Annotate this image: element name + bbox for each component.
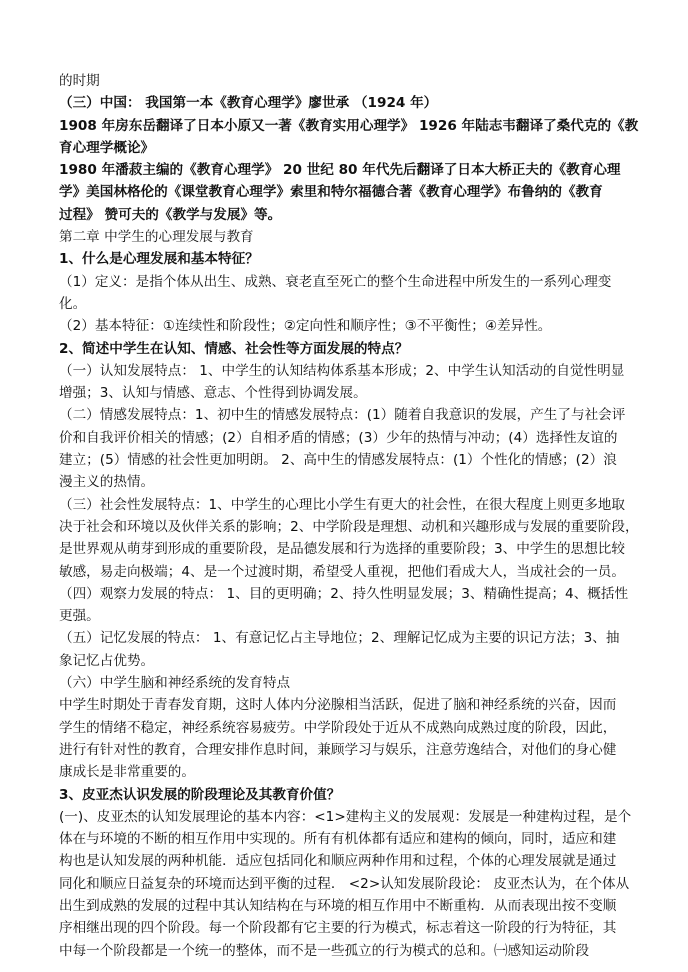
text-line: 出生到成熟的发展的过程中其认知结构在与环境的相互作用中不断重构．从而表现出按不变顺 bbox=[59, 897, 617, 914]
text-line: 建立；(5）情感的社会性更加明朗。 2、高中生的情感发展特点：(1）个性化的情感；(2）浪 bbox=[59, 452, 617, 469]
text-line: 学生的情绪不稳定，神经系统容易疲劳。中学阶段处于近从不成熟向成熟过度的阶段，因此， bbox=[59, 719, 617, 736]
text-line: 决于社会和环境以及伙伴关系的影响；2、中学阶段是理想、动机和兴趣形成与发展的重要阶段， bbox=[59, 518, 639, 535]
text-line: 育心理学概论》 bbox=[59, 139, 155, 156]
text-line: 的时期 bbox=[59, 73, 100, 89]
text-line: （三）社会性发展特点：1、中学生的心理比小学生有更大的社会性，在很大程度上则更多地取 bbox=[59, 496, 625, 513]
text-line: 价和自我评价相关的情感；(2）自相矛盾的情感；(3）少年的热情与冲动；(4）选择性友谊的 bbox=[59, 429, 618, 446]
question-heading: 3、皮亚杰认识发展的阶段理论及其教育价值？ bbox=[59, 786, 341, 803]
text-line: 同化和顺应日益复杂的环境而达到平衡的过程． <2>认知发展阶段论： 皮亚杰认为，在个体从 bbox=[59, 875, 630, 892]
text-line: 是世界观从萌芽到形成的重要阶段，是品德发展和行为选择的重要阶段；3、中学生的思想比较 bbox=[59, 541, 625, 558]
text-line: 进行有针对性的教育，合理安排作息时间，兼顾学习与娱乐，注意劳逸结合，对他们的身心健 bbox=[59, 741, 617, 758]
text-line: （三）中国： 我国第一本《教育心理学》廖世承 （1924 年） bbox=[59, 95, 438, 112]
text-line: 中每一个阶段都是一个统一的整体，而不是一些孤立的行为模式的总和。㈠感知运动阶段 bbox=[59, 942, 590, 959]
text-line: （2）基本特征：①连续性和阶段性；②定向性和顺序性；③不平衡性；④差异性。 bbox=[59, 318, 552, 335]
question-heading: 1、什么是心理发展和基本特征？ bbox=[59, 251, 259, 268]
text-line: 1908 年房东岳翻译了日本小原又一著《教育实用心理学》 1926 年陆志韦翻译了桑代克的《教 bbox=[59, 117, 639, 134]
text-line: 学》美国林格伦的《课堂教育心理学》索里和特尔福德合著《教育心理学》布鲁纳的《教育 bbox=[59, 184, 603, 201]
question-heading: 2、简述中学生在认知、情感、社会性等方面发展的特点？ bbox=[59, 340, 409, 357]
document-page bbox=[59, 70, 639, 962]
text-line: 体在与环境的不断的相互作用中实现的。所有有机体都有适应和建构的倾向，同时，适应和建 bbox=[59, 831, 617, 848]
text-line: （五）记忆发展的特点： 1、有意记忆占主导地位；2、理解记忆成为主要的识记方法；3、抽 bbox=[59, 630, 620, 647]
chapter-heading: 第二章 中学生的心理发展与教育 bbox=[59, 229, 254, 246]
text-line: （二）情感发展特点：1、初中生的情感发展特点：(1）随着自我意识的发展，产生了与社会评 bbox=[59, 407, 626, 424]
text-line: 更强。 bbox=[59, 608, 100, 625]
text-line: 漫主义的热情。 bbox=[59, 474, 155, 491]
text-line: 敏感，易走向极端；4、是一个过渡时期，希望受人重视，把他们看成大人，当成社会的一员。 bbox=[59, 563, 625, 580]
text-line: 增强；3、认知与情感、意志、个性得到协调发展。 bbox=[59, 385, 367, 402]
text-line: 象记忆占优势。 bbox=[59, 652, 155, 669]
text-line: 1980 年潘菽主编的《教育心理学》 20 世纪 80 年代先后翻译了日本大桥正夫的《教育心理 bbox=[59, 162, 621, 179]
text-line: （一）认知发展特点： 1、中学生的认知结构体系基本形成；2、中学生认知活动的自觉性明显 bbox=[59, 362, 625, 379]
text-line: 化。 bbox=[59, 295, 87, 312]
text-line: 康成长是非常重要的。 bbox=[59, 764, 195, 781]
text-line: （1）定义：是指个体从出生、成熟、衰老直至死亡的整个生命进程中所发生的一系列心理变 bbox=[59, 273, 612, 290]
text-line: 中学生时期处于青春发育期，这时人体内分泌腺相当活跃，促进了脑和神经系统的兴奋，因而 bbox=[59, 697, 617, 714]
text-line: （四）观察力发展的特点： 1、目的更明确；2、持久性明显发展；3、精确性提高；4、概括性 bbox=[59, 585, 629, 602]
text-line: 构也是认知发展的两种机能．适应包括同化和顺应两种作用和过程，个体的心理发展就是通过 bbox=[59, 853, 617, 870]
text-line: 过程》 赞可夫的《教学与发展》等。 bbox=[59, 206, 282, 223]
text-line: (一)、皮亚杰的认知发展理论的基本内容：<1>建构主义的发展观：发展是一种建构过程，是个 bbox=[59, 808, 632, 825]
text-line: 序相继出现的四个阶段。每一个阶段都有它主要的行为模式，标志着这一阶段的行为特征，其 bbox=[59, 920, 617, 937]
text-line: （六）中学生脑和神经系统的发育特点 bbox=[59, 675, 291, 692]
